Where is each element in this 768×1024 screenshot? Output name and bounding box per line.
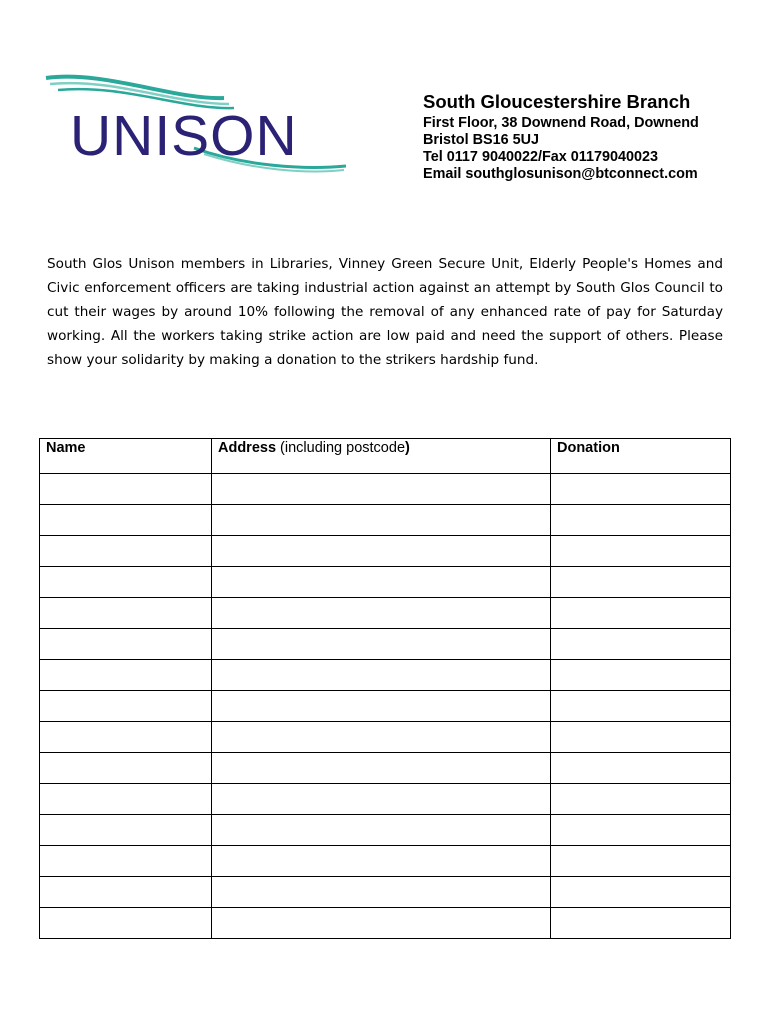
- table-row: [40, 474, 731, 505]
- name-cell[interactable]: [40, 660, 212, 691]
- table-row: [40, 691, 731, 722]
- table-row: [40, 660, 731, 691]
- name-cell[interactable]: [40, 691, 212, 722]
- donation-cell[interactable]: [551, 567, 731, 598]
- donation-cell[interactable]: [551, 908, 731, 939]
- column-header-donation: Donation: [551, 439, 731, 474]
- table-row: [40, 598, 731, 629]
- table-row: [40, 877, 731, 908]
- address-cell[interactable]: [212, 784, 551, 815]
- table-row: [40, 629, 731, 660]
- name-cell[interactable]: [40, 815, 212, 846]
- address-cell[interactable]: [212, 536, 551, 567]
- unison-logo: [44, 70, 354, 180]
- table-body: [40, 474, 731, 939]
- name-cell[interactable]: [40, 505, 212, 536]
- donation-cell[interactable]: [551, 815, 731, 846]
- name-cell[interactable]: [40, 536, 212, 567]
- donation-cell[interactable]: [551, 629, 731, 660]
- address-cell[interactable]: [212, 815, 551, 846]
- address-cell[interactable]: [212, 753, 551, 784]
- name-cell[interactable]: [40, 629, 212, 660]
- address-cell[interactable]: [212, 908, 551, 939]
- name-cell[interactable]: [40, 567, 212, 598]
- address-cell[interactable]: [212, 505, 551, 536]
- name-cell[interactable]: [40, 598, 212, 629]
- table-row: [40, 567, 731, 598]
- address-cell[interactable]: [212, 474, 551, 505]
- donation-cell[interactable]: [551, 660, 731, 691]
- branch-address-line1: First Floor, 38 Downend Road, Downend: [423, 115, 699, 131]
- table-row: [40, 784, 731, 815]
- table-row: [40, 846, 731, 877]
- table-row: [40, 505, 731, 536]
- address-cell[interactable]: [212, 722, 551, 753]
- address-cell[interactable]: [212, 691, 551, 722]
- table-row: [40, 753, 731, 784]
- donation-cell[interactable]: [551, 722, 731, 753]
- branch-address-line2: Bristol BS16 5UJ: [423, 132, 539, 148]
- address-cell[interactable]: [212, 598, 551, 629]
- name-cell[interactable]: [40, 474, 212, 505]
- donation-cell[interactable]: [551, 598, 731, 629]
- donation-cell[interactable]: [551, 753, 731, 784]
- name-cell[interactable]: [40, 784, 212, 815]
- branch-email: Email southglosunison@btconnect.com: [423, 166, 698, 182]
- name-cell[interactable]: [40, 846, 212, 877]
- table-header-row: [40, 439, 731, 474]
- address-cell[interactable]: [212, 877, 551, 908]
- table-row: [40, 722, 731, 753]
- donation-cell[interactable]: [551, 536, 731, 567]
- name-cell[interactable]: [40, 753, 212, 784]
- intro-paragraph: South Glos Unison members in Libraries, Vinney Green Secure Unit, Elderly People's Homes and Civic enforcement officers are taking industrial action against an attempt by South Glos Council to cut their wages by around 10% following the removal of any enhanced rate of pay for Saturday working. All the workers taking strike action are low paid and need the support of others. Please show your solidarity by making a donation to the strikers hardship fund.: [47, 256, 723, 368]
- table-row: [40, 908, 731, 939]
- name-cell[interactable]: [40, 877, 212, 908]
- donation-cell[interactable]: [551, 691, 731, 722]
- column-header-address: Address (including postcode): [212, 439, 551, 474]
- donation-cell[interactable]: [551, 784, 731, 815]
- name-cell[interactable]: [40, 908, 212, 939]
- logo-wordmark: UNISON: [70, 104, 298, 168]
- donation-cell[interactable]: [551, 505, 731, 536]
- donation-cell[interactable]: [551, 846, 731, 877]
- name-cell[interactable]: [40, 722, 212, 753]
- branch-phone: Tel 0117 9040022/Fax 01179040023: [423, 149, 658, 165]
- address-cell[interactable]: [212, 567, 551, 598]
- address-cell[interactable]: [212, 846, 551, 877]
- table-row: [40, 536, 731, 567]
- address-cell[interactable]: [212, 629, 551, 660]
- donation-table: [39, 438, 731, 939]
- address-cell[interactable]: [212, 660, 551, 691]
- donation-cell[interactable]: [551, 877, 731, 908]
- branch-title: South Gloucestershire Branch: [423, 91, 691, 112]
- table-row: [40, 815, 731, 846]
- column-header-name: Name: [40, 439, 212, 474]
- branch-contact-block: [423, 91, 743, 183]
- donation-cell[interactable]: [551, 474, 731, 505]
